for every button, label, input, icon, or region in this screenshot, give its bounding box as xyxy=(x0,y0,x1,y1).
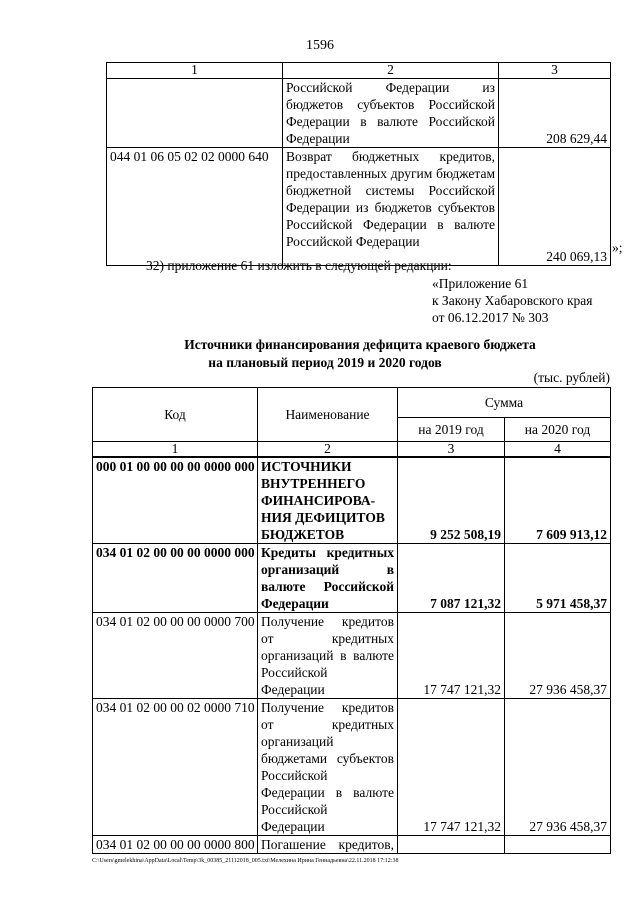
table-cell-name: Погашение кредитов, xyxy=(258,836,398,854)
page-title xyxy=(0,336,640,372)
header-2019: на 2019 год xyxy=(398,418,505,442)
table-cell-2020 xyxy=(505,836,611,854)
col-number: 3 xyxy=(499,63,611,79)
table-cell-code: 044 01 06 05 02 02 0000 640 xyxy=(107,148,283,266)
page-number: 1596 xyxy=(306,38,334,53)
appendix-line: к Закону Хабаровского края xyxy=(432,293,593,308)
table-cell-code: 034 01 02 00 00 00 0000 000 xyxy=(93,544,258,613)
title-line: Источники финансирования дефицита краевого бюджета xyxy=(184,337,536,352)
header-code: Код xyxy=(93,388,258,442)
appendix-line: от 06.12.2017 № 303 xyxy=(432,310,549,325)
header-sum: Сумма xyxy=(398,388,611,418)
units-label: (тыс. рублей) xyxy=(533,370,610,385)
header-2020: на 2020 год xyxy=(505,418,611,442)
table-cell-2019: 7 087 121,32 xyxy=(398,544,505,613)
top-table xyxy=(106,62,611,266)
table-cell-name: Возврат бюджетных кредитов, предоставленных другим бюджетам бюджетной системы Российской Федерации из бюджетов субъектов Российской Федерации в валюте Российской Федерации xyxy=(283,148,499,266)
col-number: 4 xyxy=(505,442,611,458)
col-number: 2 xyxy=(283,63,499,79)
instruction-text: 32) приложение 61 изложить в следующей редакции: xyxy=(146,258,452,273)
table-cell-amount: 208 629,44 xyxy=(499,79,611,148)
col-number: 3 xyxy=(398,442,505,458)
table-cell-2019: 9 252 508,19 xyxy=(398,457,505,544)
header-name: Наименование xyxy=(258,388,398,442)
table-cell-2020: 27 936 458,37 xyxy=(505,613,611,699)
table-cell-2019: 17 747 121,32 xyxy=(398,613,505,699)
table-cell-2020: 7 609 913,12 xyxy=(505,457,611,544)
footer-path: C:\Users\gmelekhina\AppData\Local\Temp\3k_00385_21112018_005.txt\Мелехина Ирина Геннадьевна\22.11.2018 17:12:38 xyxy=(92,858,399,864)
closing-quote: »; xyxy=(612,240,623,255)
appendix-line: «Приложение 61 xyxy=(432,276,529,291)
col-number: 1 xyxy=(93,442,258,458)
table-cell-name: Получение кредитов от кредитных организаций бюджетами субъектов Российской Федерации в валюте Российской Федерации xyxy=(258,699,398,836)
title-line: на плановый период 2019 и 2020 годов xyxy=(208,355,442,370)
col-number: 1 xyxy=(107,63,283,79)
table-cell-2019 xyxy=(398,836,505,854)
table-cell-code: 034 01 02 00 00 00 0000 700 xyxy=(93,613,258,699)
main-table xyxy=(92,387,611,854)
col-number: 2 xyxy=(258,442,398,458)
table-cell-name: ИСТОЧНИКИ ВНУТРЕННЕГО ФИНАНСИРОВА-НИЯ ДЕФИЦИТОВ БЮДЖЕТОВ xyxy=(258,457,398,544)
table-cell-code: 034 01 02 00 00 00 0000 800 xyxy=(93,836,258,854)
appendix-block xyxy=(432,275,593,326)
table-cell-2020: 27 936 458,37 xyxy=(505,699,611,836)
table-cell-amount: 240 069,13 xyxy=(499,148,611,266)
table-cell-code: 034 01 02 00 00 02 0000 710 xyxy=(93,699,258,836)
table-cell-name: Кредиты кредитных организаций в валюте Российской Федерации xyxy=(258,544,398,613)
table-cell-name: Получение кредитов от кредитных организаций в валюте Российской Федерации xyxy=(258,613,398,699)
table-cell-2020: 5 971 458,37 xyxy=(505,544,611,613)
table-cell-2019: 17 747 121,32 xyxy=(398,699,505,836)
table-cell-code xyxy=(107,79,283,148)
table-cell-name: Российской Федерации из бюджетов субъектов Российской Федерации в валюте Российской Федерации xyxy=(283,79,499,148)
table-cell-code: 000 01 00 00 00 00 0000 000 xyxy=(93,457,258,544)
